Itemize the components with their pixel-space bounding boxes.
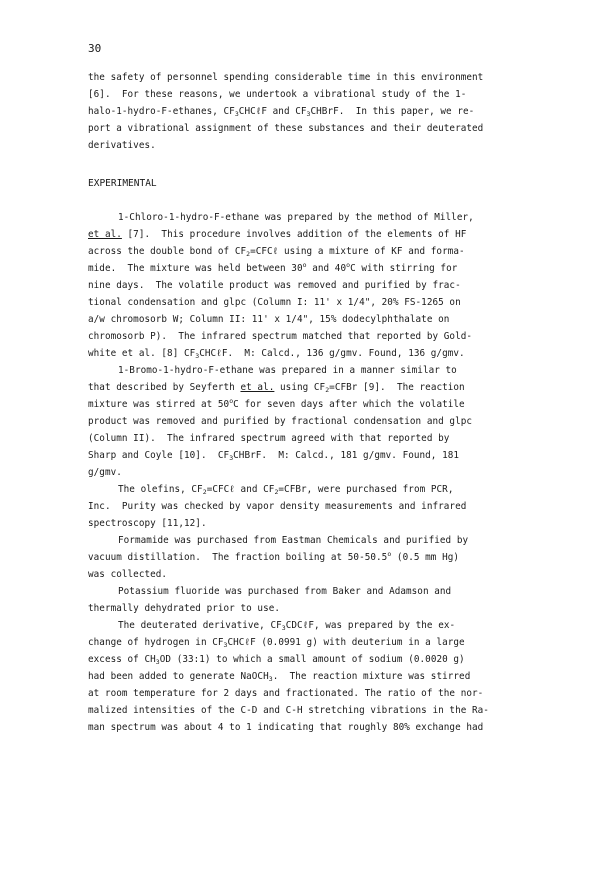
page-number: 30 [88,42,102,55]
body-line-28: had been added to generate NaOCH$_3$. The reaction mixture was stirred [88,671,471,683]
body-line-13: product was removed and purified by fractional condensation and glpc [88,416,473,427]
body-line-15: Sharp and Coyle [10]. $CF_3CHBrF$. M: Calcd., 181 g/gmv. Found, 181 [88,450,460,462]
intro-line-3: halo-1-hydro-F-ethanes, $CF_3CHC\ell F$ and $CF_3CHBrF$. In this paper, we re- [88,106,475,118]
body-line-9: white et al. [8] $CF_3CHC\ell F$. M: Calcd., 136 g/gmv. Found, 136 g/gmv. [88,348,465,360]
body-line-20: Formamide was purchased from Eastman Chemicals and purified by [118,535,469,546]
body-line-19: spectroscopy [11,12]. [88,518,207,529]
body-line-21: vacuum distillation. The fraction boiling at 50-50.5$^o$ (0.5 mm Hg) [88,550,460,563]
body-line-4: mide. The mixture was held between 30$^o$ and 40$^o$C with stirring for [88,261,458,274]
body-line-27: excess of $CH_3OD$ (33:1) to which a small amount of sodium (0.0020 g) [88,654,465,666]
body-line-12: mixture was stirred at 50$^o$C for seven days after which the volatile [88,397,465,410]
body-line-30: malized intensities of the C-D and C-H stretching vibrations in the Ra- [88,705,489,716]
body-line-24: thermally dehydrated prior to use. [88,603,281,614]
body-line-17: The olefins, $CF_2=CFC\ell$ and $CF_2=CFBr$, were purchased from PCR, [118,484,454,496]
body-line-31: man spectrum was about 4 to 1 indicating that roughly 80% exchange had [88,722,484,733]
body-line-16: g/gmv. [88,467,122,478]
intro-line-1: the safety of personnel spending considerable time in this environment [88,72,484,83]
intro-line-2: [6]. For these reasons, we undertook a vibrational study of the 1- [88,89,467,100]
body-line-8: chromosorb P). The infrared spectrum matched that reported by Gold- [88,331,473,342]
body-line-1: 1-Chloro-1-hydro-F-ethane was prepared by the method of Miller, [118,212,474,223]
body-line-10: 1-Bromo-1-hydro-F-ethane was prepared in a manner similar to [118,365,457,376]
intro-line-4: port a vibrational assignment of these substances and their deuterated [88,123,484,134]
body-line-2: et al. [7]. This procedure involves addition of the elements of HF [88,229,467,240]
body-line-5: nine days. The volatile product was removed and purified by frac- [88,280,461,291]
body-line-7: a/w chromosorb W; Column II: 11' x 1/4", 15% dodecylphthalate on [88,314,450,325]
body-line-29: at room temperature for 2 days and fractionated. The ratio of the nor- [88,688,484,699]
body-line-3: across the double bond of $CF_2=CFC\ell$ using a mixture of KF and forma- [88,246,465,258]
section-heading: EXPERIMENTAL [88,178,157,189]
body-line-22: was collected. [88,569,168,580]
intro-line-5: derivatives. [88,140,156,151]
body-line-25: The deuterated derivative, $CF_3CDC\ell F$, was prepared by the ex- [118,620,456,632]
body-line-11: that described by Seyferth et al. using $CF_2=CFBr$ [9]. The reaction [88,382,465,394]
body-line-18: Inc. Purity was checked by vapor density measurements and infrared [88,501,467,512]
body-line-26: change of hydrogen in $CF_3CHC\ell F$ (0.0991 g) with deuterium in a large [88,637,465,649]
body-line-6: tional condensation and glpc (Column I: 11' x 1/4", 20% FS-1265 on [88,297,461,308]
body-line-14: (Column II). The infrared spectrum agreed with that reported by [88,433,450,444]
body-line-23: Potassium fluoride was purchased from Baker and Adamson and [118,586,452,597]
